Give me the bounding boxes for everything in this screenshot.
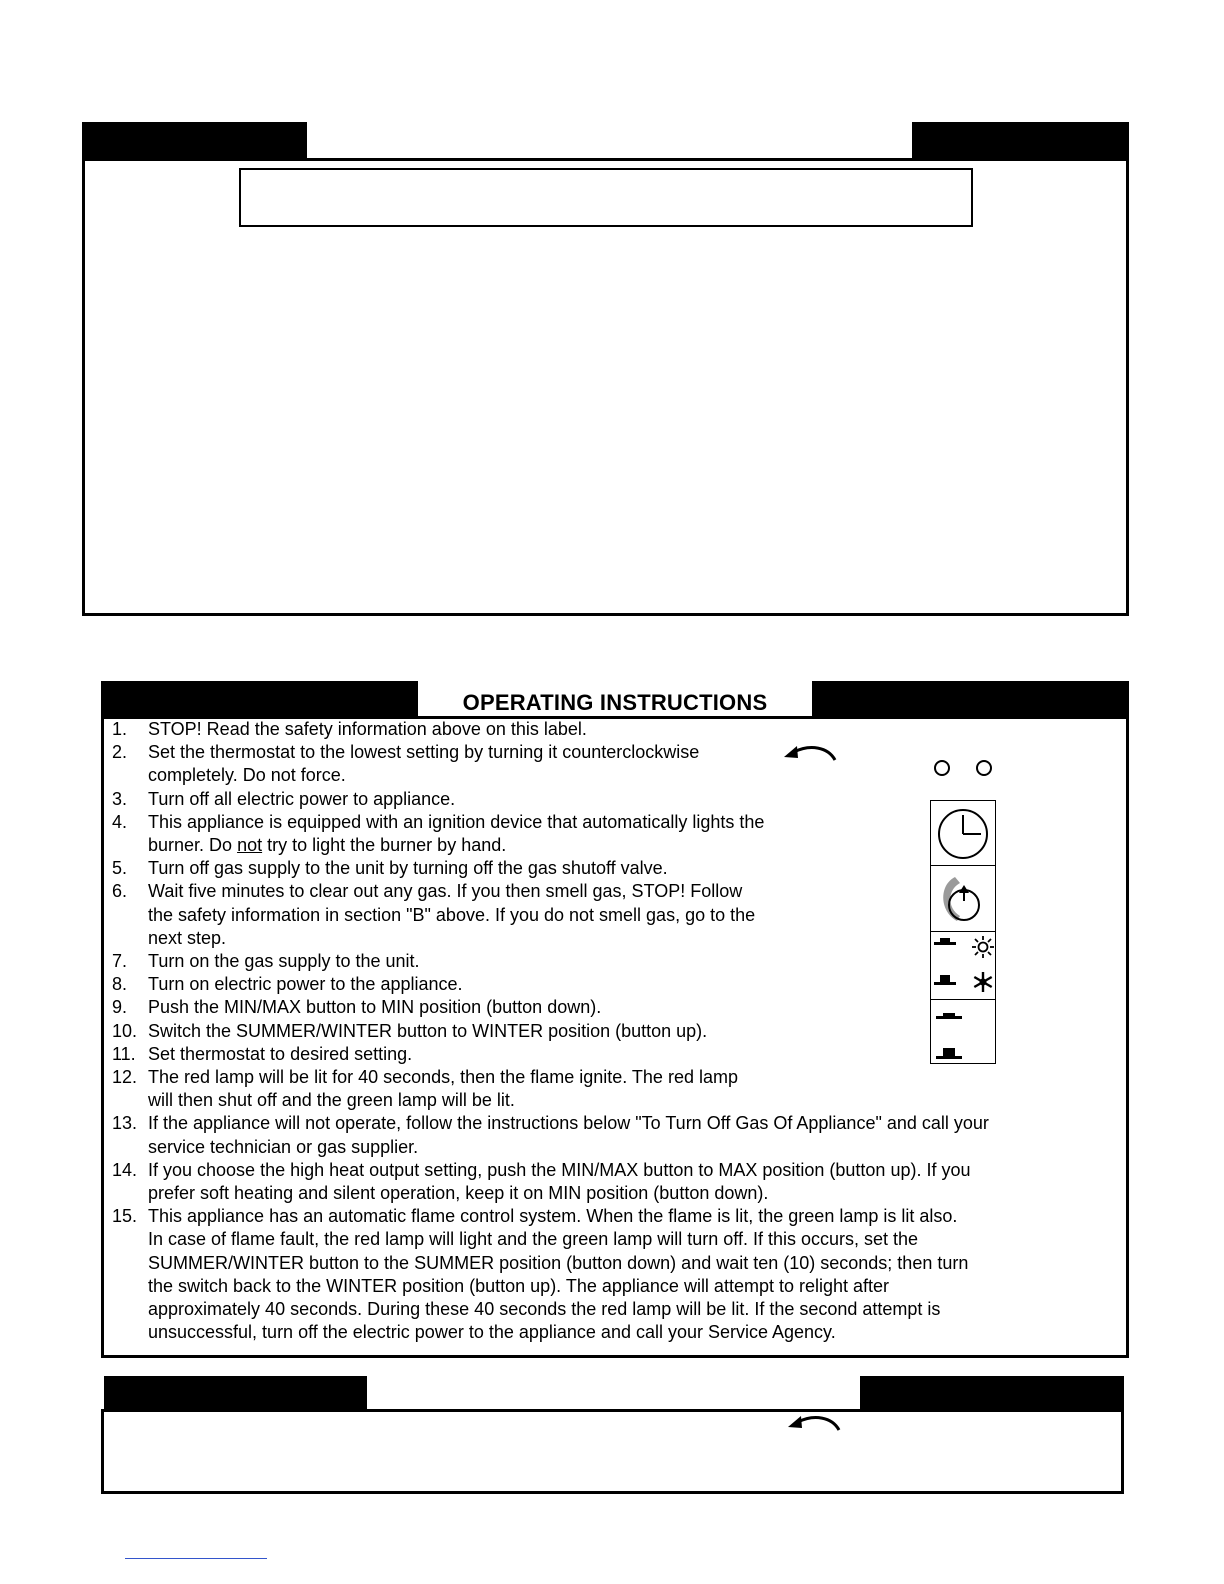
snowflake-icon xyxy=(972,971,994,993)
green-lamp-indicator xyxy=(976,760,992,776)
step-2 xyxy=(112,741,989,787)
control-panel xyxy=(930,800,996,1064)
step-text: next step. xyxy=(148,927,227,948)
step-number: 6. xyxy=(112,881,128,902)
step-6 xyxy=(112,880,989,950)
operating-instructions-header-left xyxy=(101,681,418,719)
step-text-emphasis: not xyxy=(237,835,263,856)
step-text: Switch the SUMMER/WINTER button to WINTER position (button up). xyxy=(148,1020,708,1041)
step-text: the safety information in section "B" above. If you do not smell gas, go to the xyxy=(148,904,756,925)
step-number: 13. xyxy=(112,1113,138,1134)
step-number: 3. xyxy=(112,788,128,809)
min-max-button-up xyxy=(934,1007,964,1023)
step-text: If the appliance will not operate, follow the instructions below "To Turn Off Gas Of Appliance" and call your xyxy=(148,1113,989,1134)
step-8 xyxy=(112,973,989,996)
step-text: completely. Do not force. xyxy=(148,765,346,786)
step-text: Set thermostat to desired setting. xyxy=(148,1043,413,1064)
step-text: If you choose the high heat output setting, push the MIN/MAX button to MAX position (button up). If you xyxy=(148,1159,971,1180)
step-text: SUMMER/WINTER button to the SUMMER position (button down) and wait ten (10) seconds; then turn xyxy=(148,1252,969,1273)
step-text: will then shut off and the green lamp will be lit. xyxy=(148,1090,515,1111)
step-text: approximately 40 seconds. During these 40 seconds the red lamp will be lit. If the second attempt is xyxy=(148,1299,941,1320)
sun-icon xyxy=(971,935,995,959)
step-text: Turn on electric power to the appliance. xyxy=(148,974,463,995)
step-number: 15. xyxy=(112,1206,138,1227)
step-text: Turn off gas supply to the unit by turning off the gas shutoff valve. xyxy=(148,858,668,879)
panel-divider xyxy=(931,931,995,932)
panel-divider xyxy=(931,999,995,1000)
min-max-button-down xyxy=(934,1043,964,1061)
step-text: This appliance has an automatic flame control system. When the flame is lit, the green lamp is lit also. xyxy=(148,1206,958,1227)
counterclockwise-arrow-icon xyxy=(784,1411,844,1433)
step-text xyxy=(148,834,989,857)
step-text: unsuccessful, turn off the electric power to the appliance and call your Service Agency. xyxy=(148,1322,836,1343)
panel-divider xyxy=(931,865,995,866)
step-7 xyxy=(112,950,989,973)
step-14 xyxy=(112,1159,989,1205)
step-number: 11. xyxy=(112,1043,136,1064)
step-text: service technician or gas supplier. xyxy=(148,1136,419,1157)
section-c-header-right xyxy=(860,1376,1124,1412)
step-number: 7. xyxy=(112,951,128,972)
step-number: 14. xyxy=(112,1159,138,1180)
step-1 xyxy=(112,718,989,741)
section-a-header-right xyxy=(912,122,1129,161)
step-12 xyxy=(112,1066,989,1112)
step-9 xyxy=(112,996,989,1019)
step-text: STOP! Read the safety information above on this label. xyxy=(148,719,587,739)
step-text-part: try to light the burner by hand. xyxy=(262,835,507,856)
step-4 xyxy=(112,811,989,857)
summer-winter-button-up xyxy=(934,933,956,949)
step-text: Turn off all electric power to appliance. xyxy=(148,788,456,809)
step-text: The red lamp will be lit for 40 seconds, then the flame ignite. The red lamp xyxy=(148,1067,738,1088)
red-lamp-indicator xyxy=(934,760,950,776)
footer-rule xyxy=(125,1558,267,1559)
operating-instructions-title: OPERATING INSTRUCTIONS xyxy=(462,690,768,715)
clock-icon xyxy=(936,807,990,861)
step-number: 10. xyxy=(112,1020,138,1041)
step-text: the switch back to the WINTER position (button up). The appliance will attempt to relight after xyxy=(148,1275,890,1296)
step-text: Push the MIN/MAX button to MIN position (button down). xyxy=(148,997,602,1018)
section-a-header-left xyxy=(82,122,307,161)
step-15 xyxy=(112,1205,989,1344)
step-10 xyxy=(112,1020,989,1043)
step-number: 9. xyxy=(112,997,128,1018)
step-5 xyxy=(112,857,989,880)
step-number: 12. xyxy=(112,1067,138,1088)
step-3 xyxy=(112,788,989,811)
step-text-part: burner. Do xyxy=(148,835,238,856)
counterclockwise-arrow-icon xyxy=(780,741,840,763)
operating-steps-list xyxy=(112,718,989,1344)
step-number: 4. xyxy=(112,811,128,832)
step-text: Turn on the gas supply to the unit. xyxy=(148,951,420,972)
step-text: This appliance is equipped with an ignition device that automatically lights the xyxy=(148,811,765,832)
step-text: Wait five minutes to clear out any gas. If you then smell gas, STOP! Follow xyxy=(148,881,743,902)
section-c-header-left xyxy=(104,1376,367,1412)
thermostat-dial-icon xyxy=(936,871,990,927)
step-text: In case of flame fault, the red lamp will light and the green lamp will turn off. If this occurs, set the xyxy=(148,1229,919,1250)
step-11 xyxy=(112,1043,989,1066)
step-number: 1. xyxy=(112,719,128,739)
step-number: 8. xyxy=(112,974,128,995)
step-13 xyxy=(112,1112,989,1158)
summer-winter-button-down xyxy=(934,969,956,987)
step-text: prefer soft heating and silent operation, keep it on MIN position (button down). xyxy=(148,1183,769,1204)
operating-instructions-header-right xyxy=(812,681,1129,719)
section-a-title-box xyxy=(239,168,973,227)
step-number: 2. xyxy=(112,742,128,763)
section-c-frame xyxy=(101,1409,1124,1494)
step-number: 5. xyxy=(112,858,128,879)
step-text: Set the thermostat to the lowest setting by turning it counterclockwise xyxy=(148,742,700,763)
